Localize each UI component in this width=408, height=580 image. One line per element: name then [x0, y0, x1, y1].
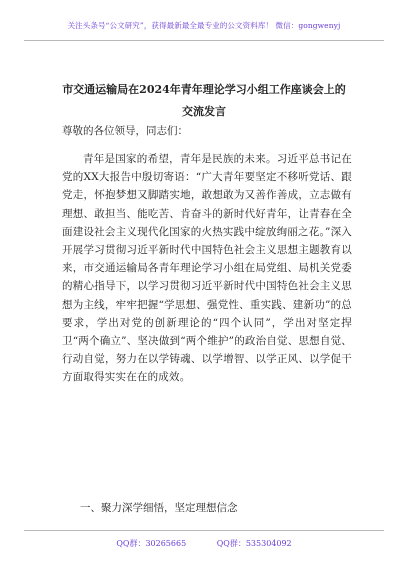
footer-qq-group-1: QQ群：30265665 [116, 539, 187, 548]
document-body [62, 150, 352, 387]
page-footer [0, 538, 408, 549]
section-heading: 一、聚力深学细悟，坚定理想信念 [80, 502, 238, 514]
document-title [40, 79, 368, 123]
salutation: 尊敬的各位领导，同志们： [62, 125, 188, 137]
page-header-banner: 关注头条号“公文研究”，获得最新最全最专业的公文资料库！ 微信：gongwenyj [67, 21, 341, 30]
body-paragraph: 青年是国家的希望，青年是民族的未来。习近平总书记在党的XX大报告中殷切寄语：“广大青年要坚定不移听党话、跟党走，怀抱梦想又脚踏实地，敢想敢为又善作善成，立志做有理想、敢担当、能吃苦、肯奋斗的新时代好青年，让青春在全面建设社会主义现代化国家的火热实践中绽放绚丽之花。”深入开展学习贯彻习近平新时代中国特色社会主义思想主题教育以来，市交通运输局各青年理论学习小组在局党组、局机关党委的精心指导下，以学习贯彻习近平新时代中国特色社会主义思想为主线，牢牢把握“学思想、强党性、重实践、建新功”的总要求，学出对党的创新理论的“四个认同”，学出对坚定捍卫“两个确立”、坚决做到“两个维护”的政治自觉、思想自觉、行动自觉，努力在以学铸魂、以学增智、以学正风、以学促干方面取得实实在在的成效。 [62, 153, 352, 384]
footer-qq-group-2: QQ群：535304092 [216, 539, 292, 548]
footer-divider [24, 530, 384, 531]
document-title-line-1: 市交通运输局在2024年青年理论学习小组工作座谈会上的 [62, 83, 346, 96]
document-title-line-2: 交流发言 [182, 105, 226, 118]
header-divider [24, 40, 384, 41]
